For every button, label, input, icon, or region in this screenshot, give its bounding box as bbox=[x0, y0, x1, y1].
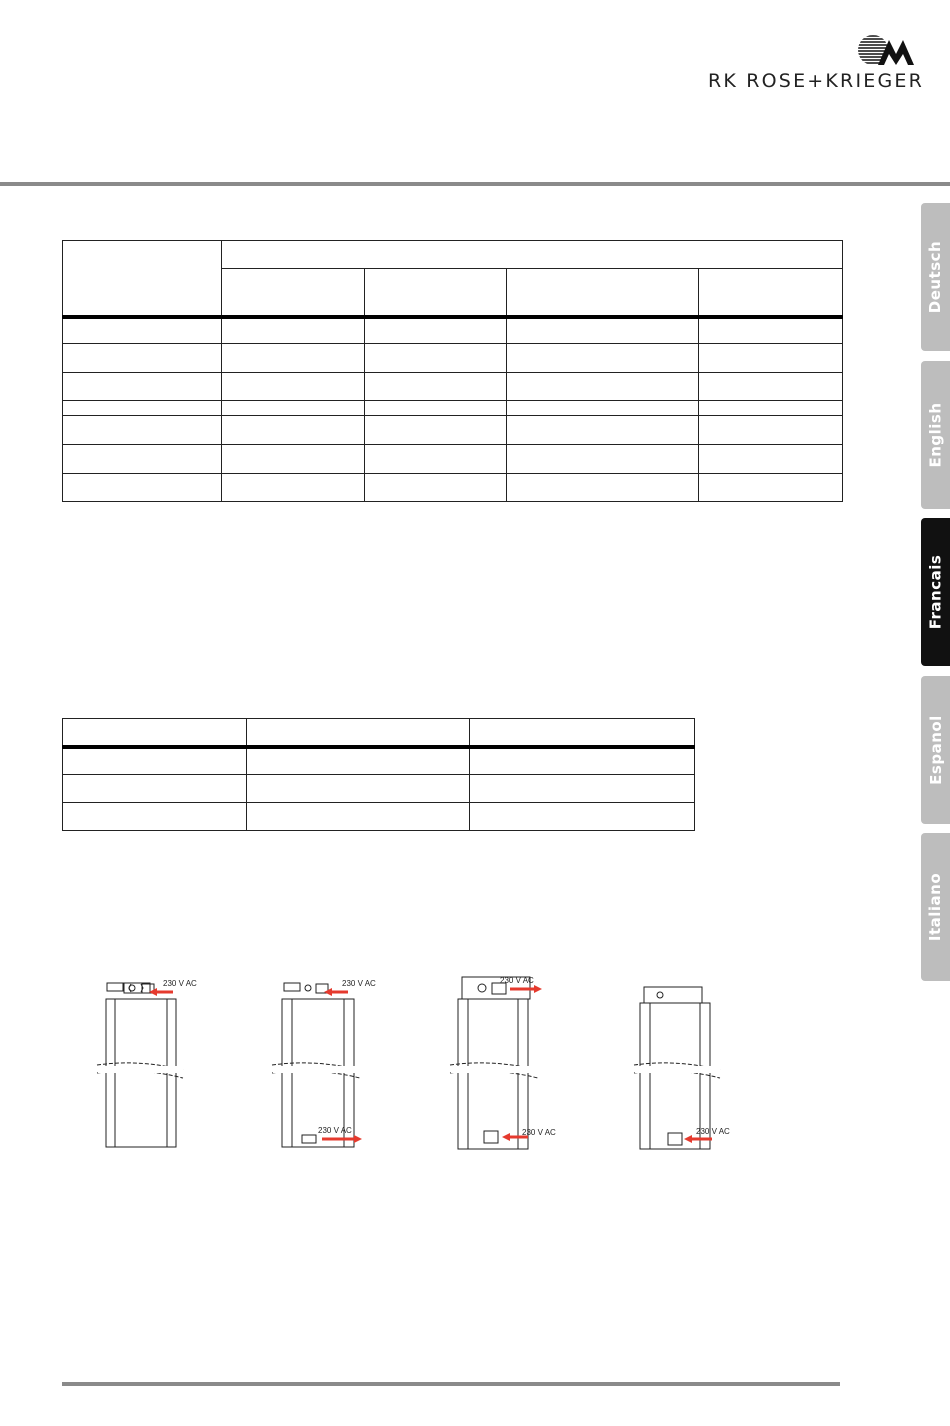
table-header-cell bbox=[221, 241, 842, 269]
tab-label: Espanol bbox=[926, 715, 945, 785]
tab-english[interactable] bbox=[921, 361, 950, 509]
table-header-cell bbox=[221, 269, 364, 317]
tab-espanol[interactable] bbox=[921, 676, 950, 824]
header-divider bbox=[0, 182, 950, 186]
column-diagram bbox=[95, 975, 215, 1155]
column-diagram bbox=[270, 975, 390, 1155]
table-row bbox=[63, 401, 843, 416]
voltage-label: 230 V AC bbox=[500, 976, 534, 985]
brand-logo bbox=[707, 34, 924, 94]
table-header-cell bbox=[246, 719, 470, 747]
column-figure-2 bbox=[270, 975, 390, 1160]
rk-logo-icon bbox=[856, 34, 918, 68]
brand-name: RK ROSE+KRIEGER bbox=[707, 70, 924, 92]
table-row bbox=[63, 803, 695, 831]
tab-francais[interactable] bbox=[921, 518, 950, 666]
table-row bbox=[63, 775, 695, 803]
tab-label: Francais bbox=[926, 554, 945, 630]
table-header-cell bbox=[364, 269, 507, 317]
voltage-label: 230 V AC bbox=[696, 1127, 730, 1136]
voltage-label: 230 V AC bbox=[163, 979, 197, 988]
column-diagram bbox=[448, 975, 568, 1155]
tab-deutsch[interactable] bbox=[921, 203, 950, 351]
table-row bbox=[63, 317, 843, 344]
table-row bbox=[63, 373, 843, 401]
table-header-cell bbox=[63, 241, 222, 317]
voltage-label: 230 V AC bbox=[342, 979, 376, 988]
table-row bbox=[63, 474, 843, 502]
column-figure-1 bbox=[95, 975, 215, 1160]
table-header-cell bbox=[699, 269, 843, 317]
table-header-cell bbox=[470, 719, 695, 747]
voltage-label: 230 V AC bbox=[318, 1126, 352, 1135]
table-row bbox=[63, 445, 843, 474]
table-row bbox=[63, 344, 843, 373]
column-figure-4 bbox=[632, 975, 752, 1160]
tab-label: Deutsch bbox=[926, 240, 945, 314]
column-figure-3 bbox=[448, 975, 568, 1160]
tab-italiano[interactable] bbox=[921, 833, 950, 981]
spec-table-1 bbox=[62, 240, 843, 502]
spec-table-2 bbox=[62, 718, 695, 831]
table-row bbox=[63, 747, 695, 775]
table-row bbox=[63, 416, 843, 445]
tab-label: Italiano bbox=[926, 872, 945, 942]
column-diagram bbox=[632, 975, 752, 1155]
tab-label: English bbox=[926, 402, 945, 468]
table-header-cell bbox=[507, 269, 699, 317]
table-header-cell bbox=[63, 719, 247, 747]
voltage-label: 230 V AC bbox=[522, 1128, 556, 1137]
footer-divider bbox=[62, 1382, 840, 1386]
